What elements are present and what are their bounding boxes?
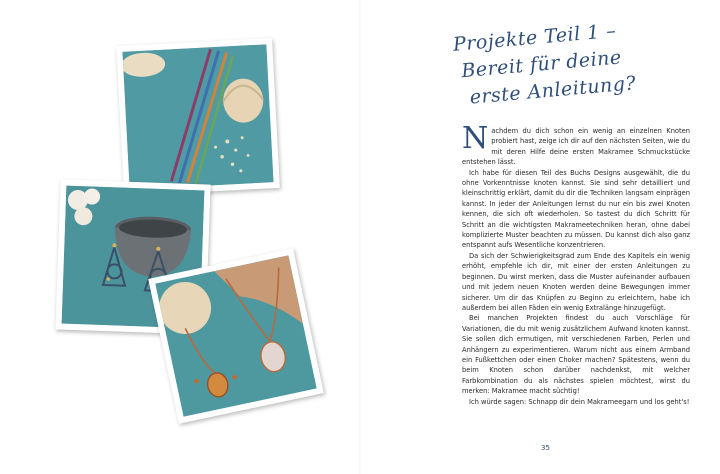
paragraph: Ich würde sagen: Schnapp dir dein Makrameegarn und los geht's! [469,397,690,406]
necklace-illustration [155,255,316,416]
heading-line: Projekte Teil 1 – [452,19,618,56]
page-number: 35 [541,444,550,452]
photo-beaded-bracelets [116,38,280,196]
paragraph [462,121,690,168]
drop-cap: N [462,121,489,156]
paragraph-text: achdem du dich schon ein wenig an einzelnen Knoten probiert hast, zeige ich dir auf den nächsten Seiten, wie du mit deren Hilfe deine ersten Makramee Schmuckstücke entstehen lässt. [462,127,690,167]
heading-line: erste Anleitung? [468,72,637,109]
paragraph: Bei manchen Projekten findest du auch Vorschläge für Variationen, die du mit wenig zusätzlichem Aufwand knoten kannst. Sie sollen dich ermutigen, mit verschiedenen Farben, Perlen und Anhängern zu experimentieren. Warum nicht aus einem Armband ein Fußkettchen oder einen Choker machen? Spätestens, wenn du beim Knoten schon darüber nachdenkst, mit welcher Farbkombination du als nächstes spielen möchtest, wirst du merken: Makramee macht süchtig! [462,314,690,396]
paragraph: Da sich der Schwierigkeitsgrad zum Ende des Kapitels ein wenig erhöht, empfehle ich dir, mit einer der ersten Anleitungen zu beginnen. Du wirst merken, dass die Muster aufeinander aufbauen und mit jedem neuen Knoten werden deine Bewegungen immer sicherer. Um dir das Knüpfen zu Beginn zu erleichtern, habe ich außerdem bei allen Fäden ein wenig Extralänge hinzugefügt. [462,251,690,312]
chapter-heading [452,10,708,112]
paragraph: Ich habe für diesen Teil des Buchs Designs ausgewählt, die du ohne Vorkenntnisse knoten kannst. Sie sind sehr detailliert und kleinschrittig erklärt, damit du dir die Techniken langsam einprägen kannst. In jeder der Anleitungen lernst du nur ein bis zwei Knoten kennen, die sich oft wiederholen. So tastest du dich Schritt für Schritt an die wichtigsten Makrameetechniken heran, ohne dabei komplizierte Muster beachten zu müssen. Du kannst dich also ganz entspannt aufs Wesentliche konzentrieren. [462,168,690,250]
bracelets-illustration [122,44,273,189]
heading-line: Bereit für deine [460,46,623,83]
page-gutter [359,0,361,474]
body-text [462,121,690,407]
photo-necklace-pendants [148,248,324,424]
